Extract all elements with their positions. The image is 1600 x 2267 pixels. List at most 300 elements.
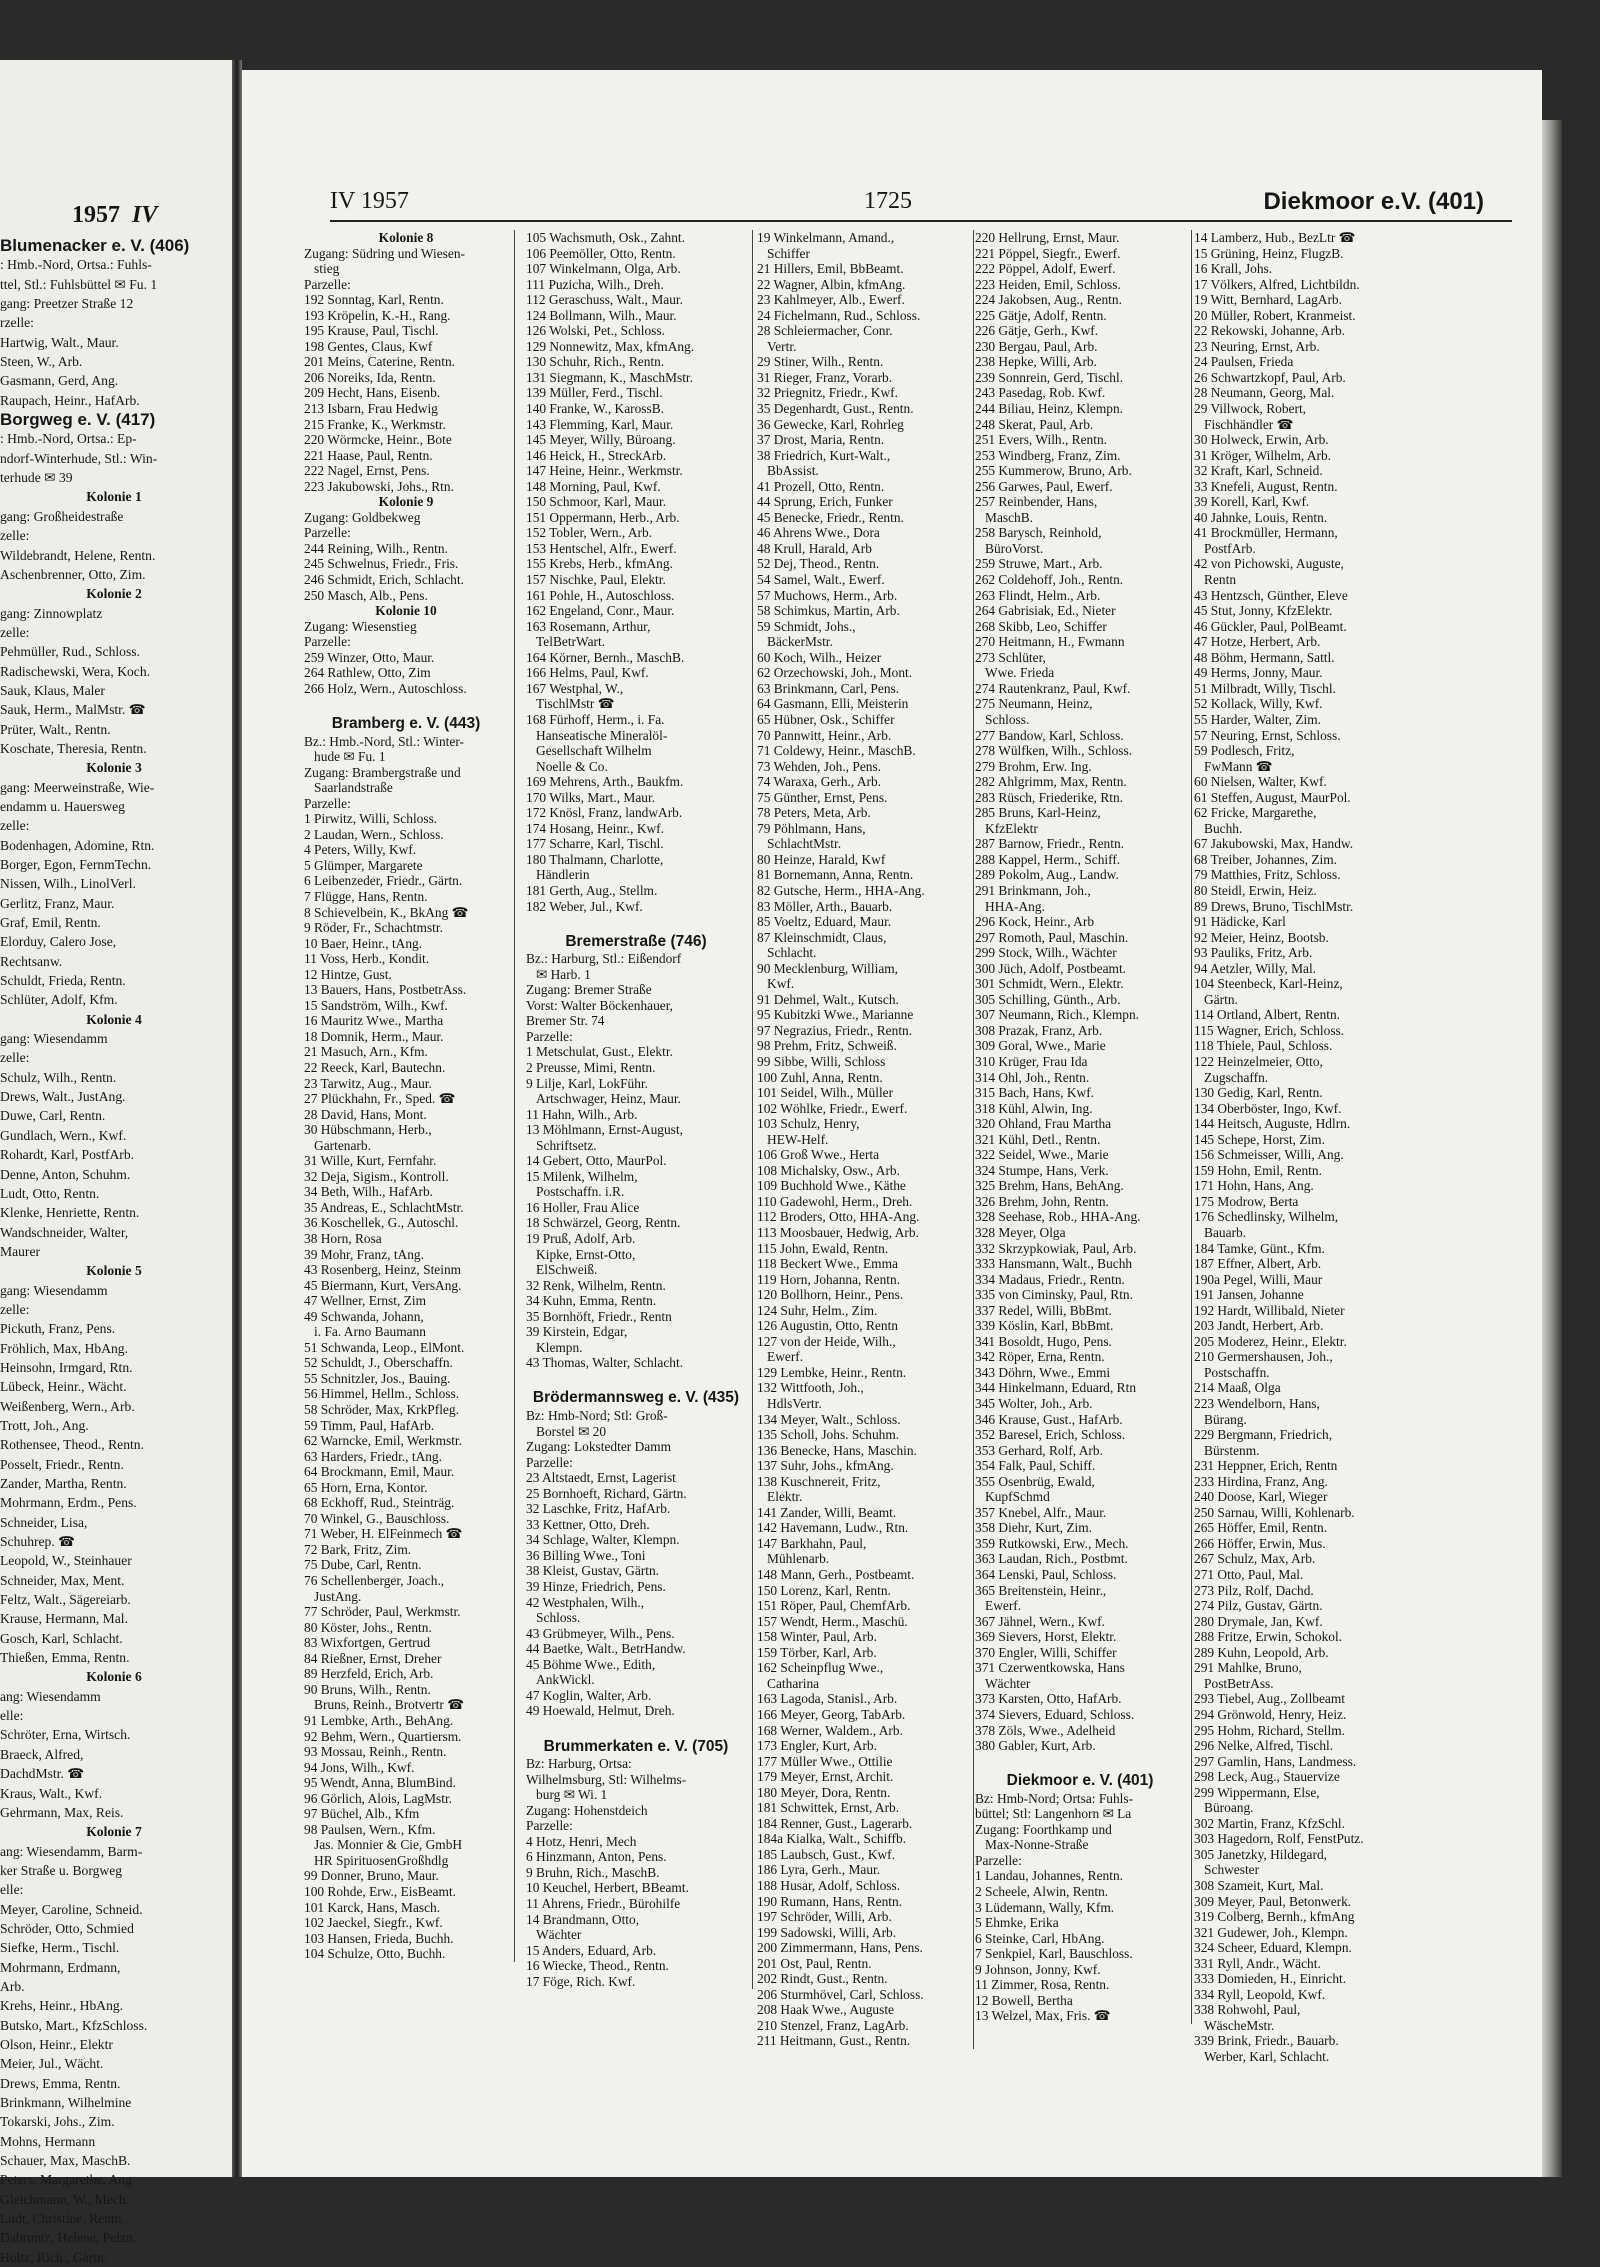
- left-page-line: Kolonie 1: [86, 489, 142, 505]
- text-line: 334 Ryll, Leopold, Kwf.: [1194, 1986, 1326, 2002]
- page-number: 1725: [864, 188, 912, 214]
- left-page-line: Heinsohn, Irmgard, Rtn.: [0, 1359, 133, 1375]
- left-page-line: : Hmb.-Nord, Ortsa.: Fuhls-: [0, 257, 152, 273]
- text-line: 95 Wendt, Anna, BlumBind.: [304, 1775, 456, 1791]
- text-line: Bauarb.: [1194, 1225, 1247, 1240]
- text-line: HHA-Ang.: [975, 898, 1045, 914]
- text-line: 273 Pilz, Rolf, Dachd.: [1194, 1582, 1314, 1598]
- text-line: 11 Zimmer, Rosa, Rentn.: [975, 1977, 1110, 1993]
- text-line: 230 Bergau, Paul, Arb.: [975, 338, 1098, 354]
- left-page-line: Gleichmann, W., Mech.: [0, 2191, 130, 2207]
- text-line: 102 Jaeckel, Siegfr., Kwf.: [304, 1915, 443, 1931]
- text-line: 106 Peemöller, Otto, Rentn.: [526, 245, 676, 261]
- text-line: Hanseatische Mineralöl-: [526, 727, 668, 743]
- left-page-line: Wandschneider, Walter,: [0, 1224, 129, 1240]
- text-line: 108 Michalsky, Osw., Arb.: [757, 1162, 900, 1178]
- text-line: 167 Westphal, W.,: [526, 680, 624, 696]
- text-line: Kipke, Ernst-Otto,: [526, 1246, 636, 1262]
- text-line: 328 Seehase, Rob., HHA-Ang.: [975, 1209, 1141, 1225]
- text-line: Noelle & Co.: [526, 758, 608, 774]
- text-line: 152 Tobler, Wern., Arb.: [526, 525, 653, 541]
- left-page-line: Hartwig, Walt., Maur.: [0, 334, 119, 350]
- text-line: 186 Lyra, Gerh., Maur.: [757, 1862, 881, 1878]
- section-heading: Kolonie 8: [378, 230, 434, 245]
- left-page-line: Raupach, Heinr., HafArb.: [0, 392, 140, 408]
- text-line: 107 Winkelmann, Olga, Arb.: [526, 261, 681, 277]
- left-page-line: Schlüter, Adolf, Kfm.: [0, 992, 118, 1008]
- text-line: 297 Romoth, Paul, Maschin.: [975, 929, 1129, 945]
- text-line: 321 Kühl, Detl., Rentn.: [975, 1131, 1101, 1147]
- text-line: 308 Szameit, Kurt, Mal.: [1194, 1877, 1324, 1893]
- text-line: 175 Modrow, Berta: [1194, 1193, 1299, 1209]
- left-page-line: endamm u. Hauersweg: [0, 798, 125, 814]
- text-line: 274 Pilz, Gustav, Gärtn.: [1194, 1598, 1323, 1614]
- text-line: 289 Kuhn, Leopold, Arb.: [1194, 1644, 1329, 1660]
- text-line: 138 Kuschnereit, Fritz,: [757, 1473, 881, 1489]
- text-line: 97 Negrazius, Friedr., Rentn.: [757, 1022, 913, 1038]
- text-line: 15 Anders, Eduard, Arb.: [526, 1942, 657, 1958]
- text-line: Büroang.: [1194, 1800, 1254, 1816]
- text-line: 243 Pasedag, Rob. Kwf.: [975, 385, 1106, 401]
- text-line: 102 Wöhlke, Friedr., Ewerf.: [757, 1100, 908, 1116]
- text-line: 70 Pannwitt, Heinr., Arb.: [757, 727, 892, 743]
- text-line: 32 Laschke, Fritz, HafArb.: [526, 1501, 671, 1517]
- text-line: Schlacht.: [757, 945, 817, 961]
- text-line: 187 Effner, Albert, Arb.: [1194, 1256, 1322, 1272]
- text-line: 324 Scheer, Eduard, Klempn.: [1194, 1940, 1352, 1956]
- left-page-line: Posselt, Friedr., Rentn.: [0, 1456, 124, 1472]
- text-line: 192 Sonntag, Karl, Rentn.: [304, 292, 444, 308]
- text-line: 75 Günther, Ernst, Pens.: [757, 789, 888, 805]
- left-page-line: Peters, Margarethe, Ang: [0, 2172, 132, 2188]
- text-line: 115 Wagner, Erich, Schloss.: [1194, 1022, 1345, 1038]
- text-line: 255 Kummerow, Bruno, Arb.: [975, 463, 1132, 479]
- left-page-line: elle:: [0, 1882, 24, 1898]
- text-line: 100 Rohde, Erw., EisBeamt.: [304, 1883, 456, 1899]
- text-line: 110 Gadewohl, Herm., Dreh.: [757, 1193, 913, 1209]
- text-line: BbAssist.: [757, 463, 819, 479]
- text-line: 70 Winkel, G., Bauschloss.: [304, 1510, 450, 1526]
- text-line: ElSchweiß.: [526, 1262, 598, 1278]
- text-line: 148 Morning, Paul, Kwf.: [526, 478, 661, 494]
- text-line: 64 Gasmann, Elli, Meisterin: [757, 696, 909, 712]
- text-line: 334 Madaus, Friedr., Rentn.: [975, 1271, 1125, 1287]
- text-line: 266 Höffer, Erwin, Mus.: [1194, 1535, 1326, 1551]
- text-line: 16 Mauritz Wwe., Martha: [304, 1013, 444, 1029]
- text-line: 188 Husar, Adolf, Schloss.: [757, 1877, 901, 1893]
- text-line: 271 Otto, Paul, Mal.: [1194, 1567, 1304, 1583]
- text-line: 54 Samel, Walt., Ewerf.: [757, 572, 885, 588]
- text-line: 39 Hinze, Friedrich, Pens.: [526, 1579, 666, 1595]
- text-line: 257 Reinbender, Hans,: [975, 494, 1098, 510]
- text-line: 34 Schlage, Walter, Klempn.: [526, 1532, 680, 1548]
- text-column-4: [975, 230, 1192, 2024]
- text-line: 364 Lenski, Paul, Schloss.: [975, 1567, 1117, 1583]
- text-line: 62 Orzechowski, Joh., Mont.: [757, 665, 913, 681]
- text-line: 32 Deja, Sigism., Kontroll.: [304, 1168, 449, 1184]
- left-page-line: DachdMstr. ☎: [0, 1766, 85, 1782]
- text-line: 341 Bosoldt, Hugo, Pens.: [975, 1333, 1112, 1349]
- text-line: 80 Steidl, Erwin, Heiz.: [1194, 882, 1317, 898]
- text-line: 239 Sonnrein, Gerd, Tischl.: [975, 369, 1124, 385]
- text-line: 278 Wülfken, Wilh., Schloss.: [975, 743, 1133, 759]
- text-line: 58 Schröder, Max, KrkPfleg.: [304, 1402, 459, 1418]
- text-line: Rentn: [1194, 572, 1237, 588]
- text-line: 373 Karsten, Otto, HafArb.: [975, 1691, 1122, 1707]
- text-line: 2 Laudan, Wern., Schloss.: [304, 826, 444, 842]
- text-line: 288 Fritze, Erwin, Schokol.: [1194, 1629, 1343, 1645]
- left-page-line: Braeck, Alfred,: [0, 1746, 84, 1762]
- text-line: Max-Nonne-Straße: [975, 1837, 1089, 1853]
- text-line: Schloss.: [975, 711, 1030, 727]
- text-line: Parzelle:: [975, 1852, 1022, 1868]
- text-line: 58 Schimkus, Martin, Arb.: [757, 603, 900, 619]
- left-page-line: Radischewski, Wera, Koch.: [0, 663, 151, 679]
- text-line: 118 Thiele, Paul, Schloss.: [1194, 1038, 1333, 1054]
- text-line: Wächter: [526, 1927, 582, 1943]
- text-line: 1 Landau, Johannes, Rentn.: [975, 1868, 1124, 1884]
- text-line: MaschB.: [975, 509, 1034, 525]
- text-line: 25 Bornhoeft, Richard, Gärtn.: [526, 1485, 687, 1501]
- text-line: 221 Haase, Paul, Rentn.: [304, 447, 433, 463]
- text-line: 353 Gerhard, Rolf, Arb.: [975, 1442, 1103, 1458]
- book-gutter: [232, 60, 242, 2177]
- text-line: 259 Struwe, Mart., Arb.: [975, 556, 1103, 572]
- text-line: 238 Hepke, Willi, Arb.: [975, 354, 1097, 370]
- text-line: 283 Rüsch, Friederike, Rtn.: [975, 789, 1124, 805]
- text-line: 374 Sievers, Eduard, Schloss.: [975, 1706, 1135, 1722]
- text-line: 39 Mohr, Franz, tAng.: [304, 1246, 424, 1262]
- text-line: 294 Grönwold, Henry, Heiz.: [1194, 1706, 1347, 1722]
- text-line: 380 Gabler, Kurt, Arb.: [975, 1738, 1096, 1754]
- text-column-5: [1194, 230, 1404, 2065]
- text-line: 299 Wippermann, Else,: [1194, 1784, 1320, 1800]
- left-page-line: Meier, Jul., Wächt.: [0, 2056, 104, 2072]
- text-line: 99 Sibbe, Willi, Schloss: [757, 1053, 886, 1069]
- left-page-line: Duwe, Carl, Rentn.: [0, 1108, 106, 1124]
- text-line: 89 Herzfeld, Erich, Arb.: [304, 1666, 434, 1682]
- text-line: 174 Hosang, Heinr., Kwf.: [526, 820, 664, 836]
- text-line: 126 Augustin, Otto, Rentn: [757, 1318, 898, 1334]
- text-line: 33 Kettner, Otto, Dreh.: [526, 1516, 650, 1532]
- left-page-line: elle:: [0, 1708, 24, 1724]
- text-line: 222 Nagel, Ernst, Pens.: [304, 463, 430, 479]
- text-line: [526, 1371, 746, 1387]
- text-line: 28 Neumann, Georg, Mal.: [1194, 385, 1335, 401]
- left-page-line: Schuldt, Frieda, Rentn.: [0, 973, 126, 989]
- text-line: 22 Wagner, Albin, kfmAng.: [757, 276, 906, 292]
- text-line: 11 Hahn, Wilh., Arb.: [526, 1106, 638, 1122]
- text-line: 309 Goral, Wwe., Marie: [975, 1038, 1106, 1054]
- text-line: Postschaffn.: [1194, 1364, 1270, 1380]
- text-line: 158 Winter, Paul, Arb.: [757, 1629, 877, 1645]
- text-line: PostBetrAss.: [1194, 1675, 1274, 1691]
- text-line: 206 Sturmhövel, Carl, Schloss.: [757, 1986, 924, 2002]
- text-line: 9 Bruhn, Rich., MaschB.: [526, 1864, 660, 1880]
- text-line: burg ✉ Wi. 1: [526, 1787, 608, 1803]
- text-line: 179 Meyer, Ernst, Archit.: [757, 1769, 894, 1785]
- left-page-line: Rothensee, Theod., Rentn.: [0, 1437, 144, 1453]
- text-line: 13 Möhlmann, Ernst-August,: [526, 1122, 683, 1138]
- text-line: 209 Hecht, Hans, Eisenb.: [304, 385, 441, 401]
- text-line: 308 Prazak, Franz, Arb.: [975, 1022, 1103, 1038]
- text-line: Artschwager, Heinz, Maur.: [526, 1091, 681, 1107]
- text-line: 3 Lüdemann, Wally, Kfm.: [975, 1899, 1115, 1915]
- text-line: 48 Krull, Harald, Arb: [757, 540, 872, 556]
- text-line: Bürstenm.: [1194, 1442, 1260, 1458]
- left-page-line: Krehs, Heinr., HbAng.: [0, 1998, 124, 2014]
- left-page-line: Feltz, Walt., Sägereiarb.: [0, 1592, 131, 1608]
- text-line: 233 Hirdina, Franz, Ang.: [1194, 1473, 1328, 1489]
- text-line: 35 Andreas, E., SchlachtMstr.: [304, 1199, 464, 1215]
- left-page-line: Schneider, Max, Ment.: [0, 1572, 125, 1588]
- text-line: 244 Reining, Wilh., Rentn.: [304, 540, 448, 556]
- text-line: 259 Winzer, Otto, Maur.: [304, 649, 435, 665]
- text-line: 93 Mossau, Reinh., Rentn.: [304, 1744, 447, 1760]
- text-line: 112 Geraschuss, Walt., Maur.: [526, 292, 683, 308]
- left-page-line: Kolonie 7: [86, 1824, 142, 1840]
- text-line: 291 Mahlke, Bruno,: [1194, 1660, 1302, 1676]
- text-line: Postschaffn. i.R.: [526, 1184, 625, 1200]
- text-line: 4 Peters, Willy, Kwf.: [304, 842, 417, 858]
- text-line: 277 Bandow, Karl, Schloss.: [975, 727, 1124, 743]
- left-page-line: Mohrmann, Erdm., Pens.: [0, 1495, 137, 1511]
- text-line: 55 Harder, Walter, Zim.: [1194, 711, 1322, 727]
- text-line: 246 Schmidt, Erich, Schlacht.: [304, 572, 464, 588]
- text-line: Wwe. Frieda: [975, 665, 1055, 681]
- text-line: 338 Rohwohl, Paul,: [1194, 2002, 1301, 2018]
- text-line: 49 Hoewald, Helmut, Dreh.: [526, 1703, 675, 1719]
- text-line: 342 Röper, Erna, Rentn.: [975, 1349, 1105, 1365]
- text-line: 71 Coldewy, Heinr., MaschB.: [757, 743, 916, 759]
- text-line: 39 Korell, Karl, Kwf.: [1194, 494, 1310, 510]
- text-line: 112 Broders, Otto, HHA-Ang.: [757, 1209, 920, 1225]
- text-line: 2 Preusse, Mimi, Rentn.: [526, 1059, 656, 1075]
- text-line: 33 Knefeli, August, Rentn.: [1194, 478, 1338, 494]
- text-line: 335 von Ciminsky, Paul, Rtn.: [975, 1287, 1133, 1303]
- left-page-line: zelle:: [0, 624, 30, 640]
- text-line: 80 Heinze, Harald, Kwf: [757, 851, 886, 867]
- text-line: 169 Mehrens, Arth., Baukfm.: [526, 774, 684, 790]
- text-line: Bz: Hmb-Nord; Ortsa: Fuhls-: [975, 1790, 1134, 1806]
- left-page-line: Kolonie 3: [86, 760, 142, 776]
- text-line: 118 Beckert Wwe., Emma: [757, 1256, 898, 1272]
- left-page-line: Schulz, Wilh., Rentn.: [0, 1069, 117, 1085]
- text-column-2: [526, 230, 753, 1989]
- text-line: 32 Priegnitz, Friedr., Kwf.: [757, 385, 898, 401]
- text-line: ✉ Harb. 1: [526, 966, 591, 982]
- text-line: 6 Steinke, Carl, HbAng.: [975, 1930, 1105, 1946]
- text-line: 223 Jakubowski, Johs., Rtn.: [304, 478, 454, 494]
- left-page-line: Weißenberg, Wern., Arb.: [0, 1398, 135, 1414]
- section-heading: Kolonie 9: [378, 494, 434, 510]
- text-line: 180 Meyer, Dora, Rentn.: [757, 1784, 891, 1800]
- text-line: 43 Grübmeyer, Wilh., Pens.: [526, 1625, 675, 1641]
- text-line: 56 Himmel, Hellm., Schloss.: [304, 1386, 460, 1402]
- left-page-line: Klenke, Henriette, Rentn.: [0, 1205, 140, 1221]
- text-line: 103 Hansen, Frieda, Buchh.: [304, 1930, 454, 1946]
- text-line: 10 Baer, Heinr., tAng.: [304, 935, 423, 951]
- text-line: 90 Mecklenburg, William,: [757, 960, 899, 976]
- text-line: 369 Sievers, Horst, Elektr.: [975, 1629, 1117, 1645]
- text-line: 280 Drymale, Jan, Kwf.: [1194, 1613, 1323, 1629]
- text-line: 157 Nischke, Paul, Elektr.: [526, 572, 666, 588]
- text-line: 62 Warncke, Emil, Werkmstr.: [304, 1433, 463, 1449]
- text-line: 73 Wehden, Joh., Pens.: [757, 758, 882, 774]
- text-line: 134 Oberböster, Ingo, Kwf.: [1194, 1100, 1342, 1116]
- text-line: 94 Aetzler, Willy, Mal.: [1194, 960, 1317, 976]
- text-line: 195 Krause, Paul, Tischl.: [304, 323, 439, 339]
- left-page-line: Schauer, Max, MaschB.: [0, 2153, 131, 2169]
- text-line: 370 Engler, Willi, Schiffer: [975, 1644, 1117, 1660]
- text-line: 264 Gabrisiak, Ed., Nieter: [975, 603, 1116, 619]
- left-page-line: Gehrmann, Max, Reis.: [0, 1804, 124, 1820]
- text-line: 47 Hotze, Herbert, Arb.: [1194, 634, 1321, 650]
- text-line: 83 Möller, Arth., Bauarb.: [757, 898, 893, 914]
- text-line: 293 Tiebel, Aug., Zollbeamt: [1194, 1691, 1346, 1707]
- text-line: 142 Havemann, Ludw., Rtn.: [757, 1520, 909, 1536]
- text-line: 258 Barysch, Reinhold,: [975, 525, 1102, 541]
- text-line: Parzelle:: [304, 634, 351, 650]
- text-line: 199 Sadowski, Willi, Arb.: [757, 1924, 897, 1940]
- text-line: 82 Gutsche, Herm., HHA-Ang.: [757, 882, 925, 898]
- text-line: 84 Rießner, Ernst, Dreher: [304, 1650, 442, 1666]
- text-line: 298 Leck, Aug., Stauervize: [1194, 1769, 1340, 1785]
- text-line: 19 Winkelmann, Amand.,: [757, 230, 895, 245]
- text-line: 244 Biliau, Heinz, Klempn.: [975, 401, 1124, 417]
- text-line: 105 Wachsmuth, Osk., Zahnt.: [526, 230, 685, 245]
- text-line: 91 Lembke, Arth., BehAng.: [304, 1712, 454, 1728]
- left-page-line: Kraus, Walt., Kwf.: [0, 1785, 103, 1801]
- text-line: 295 Hohm, Richard, Stellm.: [1194, 1722, 1346, 1738]
- text-line: 12 Bowell, Bertha: [975, 1992, 1073, 2008]
- left-page-line: Olson, Heinr., Elektr: [0, 2036, 113, 2052]
- text-line: BäckerMstr.: [757, 634, 833, 650]
- text-line: 210 Germershausen, Joh.,: [1194, 1349, 1333, 1365]
- text-line: 164 Körner, Bernh., MaschB.: [526, 649, 685, 665]
- left-page-line: zelle:: [0, 528, 30, 544]
- text-line: Wächter: [975, 1675, 1031, 1691]
- text-line: 101 Seidel, Wilh., Müller: [757, 1085, 894, 1101]
- text-line: 5 Ehmke, Erika: [975, 1915, 1059, 1931]
- left-page-line: Drews, Emma, Rentn.: [0, 2075, 121, 2091]
- text-line: 265 Höffer, Emil, Rentn.: [1194, 1520, 1328, 1536]
- left-page-line: rzelle:: [0, 315, 34, 331]
- text-line: 9 Lilje, Karl, LokFühr.: [526, 1075, 648, 1091]
- text-line: Parzelle:: [304, 276, 351, 292]
- text-line: 333 Domieden, H., Einricht.: [1194, 1971, 1347, 1987]
- text-line: 161 Pohle, H., Autoschloss.: [526, 587, 675, 603]
- text-line: 177 Scharre, Karl, Tischl.: [526, 836, 664, 852]
- left-page-line: Schröter, Erna, Wirtsch.: [0, 1727, 131, 1743]
- text-line: 47 Koglin, Walter, Arb.: [526, 1687, 652, 1703]
- text-line: Elektr.: [757, 1489, 803, 1505]
- text-line: 81 Bornemann, Anna, Rentn.: [757, 867, 914, 883]
- text-line: BüroVorst.: [975, 540, 1044, 556]
- text-line: 163 Lagoda, Stanisl., Arb.: [757, 1691, 898, 1707]
- text-line: 21 Hillers, Emil, BbBeamt.: [757, 261, 904, 277]
- left-page-line: ang: Wiesendamm: [0, 1688, 101, 1704]
- text-line: 229 Bergmann, Friedrich,: [1194, 1427, 1333, 1443]
- text-line: 45 Stut, Jonny, KfzElektr.: [1194, 603, 1333, 619]
- text-line: 26 Schwartzkopf, Paul, Arb.: [1194, 369, 1346, 385]
- text-line: 77 Schröder, Paul, Werkmstr.: [304, 1604, 461, 1620]
- text-line: 2 Scheele, Alwin, Rentn.: [975, 1883, 1109, 1899]
- text-line: 52 Dej, Theod., Rentn.: [757, 556, 880, 572]
- text-line: 36 Koschellek, G., Autoschl.: [304, 1215, 459, 1231]
- text-line: [526, 1719, 746, 1735]
- text-line: Bruns, Reinh., Brotvertr ☎: [304, 1697, 464, 1713]
- section-heading: Diekmoor e. V. (401): [1006, 1772, 1154, 1790]
- left-page-line: gang: Zinnowplatz: [0, 605, 103, 621]
- left-page-line: Fröhlich, Max, HbAng.: [0, 1340, 128, 1356]
- text-line: 119 Horn, Johanna, Rentn.: [757, 1271, 901, 1287]
- text-line: 378 Zöls, Wwe., Adelheid: [975, 1722, 1116, 1738]
- text-line: 91 Hädicke, Karl: [1194, 914, 1286, 930]
- text-line: 126 Wolski, Pet., Schloss.: [526, 323, 665, 339]
- text-line: 151 Oppermann, Herb., Arb.: [526, 509, 680, 525]
- text-line: 67 Jakubowski, Max, Handw.: [1194, 836, 1354, 852]
- left-page-line: Ludt, Christine, Rentn.: [0, 2211, 125, 2227]
- text-line: 21 Masuch, Arn., Kfm.: [304, 1044, 428, 1060]
- text-line: 140 Franke, W., KarossB.: [526, 401, 664, 417]
- text-line: 332 Skrzypkowiak, Paul, Arb.: [975, 1240, 1137, 1256]
- left-page-line: Kolonie 6: [86, 1669, 142, 1685]
- text-line: 30 Hübschmann, Herb.,: [304, 1122, 432, 1138]
- text-line: 20 Müller, Robert, Kranmeist.: [1194, 307, 1356, 323]
- text-line: 264 Rathlew, Otto, Zim: [304, 665, 431, 681]
- text-line: 43 Rosenberg, Heinz, Steinm: [304, 1262, 462, 1278]
- text-line: 11 Ahrens, Friedr., Bürohilfe: [526, 1895, 681, 1911]
- text-line: [304, 696, 508, 712]
- text-line: KupfSchmd: [975, 1489, 1050, 1505]
- text-line: 14 Gebert, Otto, MaurPol.: [526, 1153, 667, 1169]
- section-heading: Brödermannsweg e. V. (435): [532, 1389, 740, 1407]
- text-line: Händlerin: [526, 867, 590, 883]
- text-line: 59 Podlesch, Fritz,: [1194, 743, 1295, 759]
- left-page-line: zelle:: [0, 1050, 30, 1066]
- text-line: 60 Koch, Wilh., Heizer: [757, 649, 882, 665]
- text-line: 34 Kuhn, Emma, Rentn.: [526, 1293, 657, 1309]
- text-line: 285 Bruns, Karl-Heinz,: [975, 805, 1101, 821]
- text-line: 359 Rutkowski, Erw., Mech.: [975, 1535, 1129, 1551]
- text-line: 40 Jahnke, Louis, Rentn.: [1194, 509, 1328, 525]
- text-line: WäscheMstr.: [1194, 2017, 1275, 2033]
- text-line: 22 Rekowski, Johanne, Arb.: [1194, 323, 1346, 339]
- text-line: Zugang: Bremer Straße: [526, 982, 652, 998]
- left-page-line: Holtz, Rich., Gärtn.: [0, 2249, 108, 2265]
- text-line: 43 Hentzsch, Günther, Eleve: [1194, 587, 1348, 603]
- text-line: 24 Paulsen, Frieda: [1194, 354, 1294, 370]
- left-page-line: Pickuth, Franz, Pens.: [0, 1321, 116, 1337]
- text-line: Parzelle:: [304, 795, 351, 811]
- text-line: 51 Milbradt, Willy, Tischl.: [1194, 680, 1336, 696]
- left-page-line: : Hmb.-Nord, Ortsa.: Ep-: [0, 431, 137, 447]
- text-line: 324 Stumpe, Hans, Verk.: [975, 1162, 1109, 1178]
- text-line: 250 Masch, Alb., Pens.: [304, 587, 428, 603]
- text-line: 44 Sprung, Erich, Funker: [757, 494, 893, 510]
- left-page-line: Blumenacker e. V. (406): [0, 236, 190, 255]
- text-line: HR SpirituosenGroßhdlg: [304, 1852, 449, 1868]
- text-line: 328 Meyer, Olga: [975, 1225, 1066, 1240]
- text-line: 32 Kraft, Karl, Schneid.: [1194, 463, 1323, 479]
- text-line: Jas. Monnier & Cie, GmbH: [304, 1837, 463, 1853]
- text-line: Fischhändler ☎: [1194, 416, 1294, 432]
- text-line: 354 Falk, Paul, Schiff.: [975, 1458, 1096, 1474]
- text-line: 201 Meins, Caterine, Rentn.: [304, 354, 455, 370]
- text-line: 289 Pokolm, Aug., Landw.: [975, 867, 1119, 883]
- text-line: 147 Barkhahn, Paul,: [757, 1535, 867, 1551]
